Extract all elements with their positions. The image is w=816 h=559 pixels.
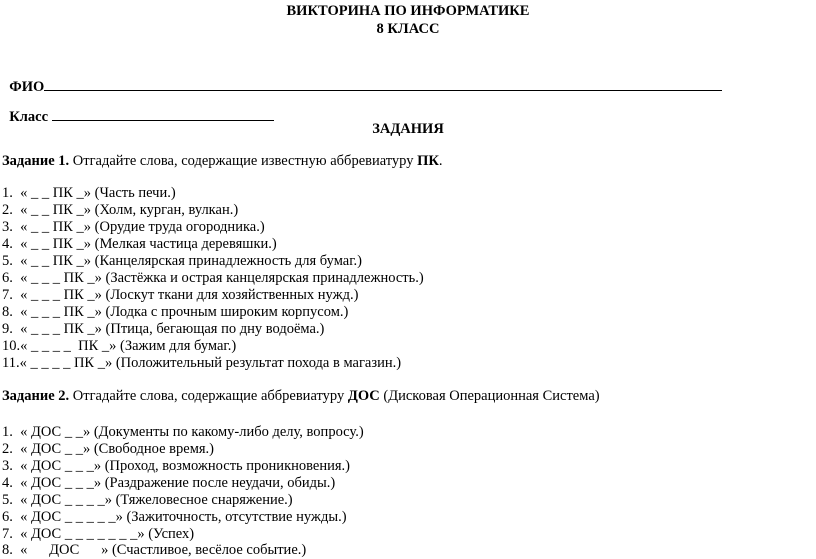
task1-item: 8. « _ _ _ ПК _» (Лодка с прочным широким корпусом.) <box>2 304 349 320</box>
task2-item: 3. « ДОС _ _ _» (Проход, возможность проникновения.) <box>2 458 350 474</box>
task1-item: 1. « _ _ ПК _» (Часть печи.) <box>2 185 176 201</box>
task2-item: 6. « ДОС _ _ _ _ _» (Зажиточность, отсутствие нужды.) <box>2 509 347 525</box>
task1-item: 4. « _ _ ПК _» (Мелкая частица деревяшки.) <box>2 236 277 252</box>
task2-item: 5. « ДОС _ _ _ _» (Тяжеловесное снаряжение.) <box>2 492 293 508</box>
class-input-line[interactable] <box>52 108 274 121</box>
task2-item: 1. « ДОС _ _» (Документы по какому-либо делу, вопросу.) <box>2 424 364 440</box>
task2-end: (Дисковая Операционная Система) <box>379 388 600 404</box>
grade-heading: 8 КЛАСС <box>376 21 440 37</box>
task2-item: 4. « ДОС _ _ _» (Раздражение после неудачи, обиды.) <box>2 475 336 491</box>
task2-abbr: ДОС <box>347 388 380 404</box>
task1-item: 3. « _ _ ПК _» (Орудие труда огородника.) <box>2 219 265 235</box>
class-label: Класс <box>9 109 49 125</box>
task2-text: Отгадайте слова, содержащие аббревиатуру <box>69 388 348 404</box>
task1-item: 6. « _ _ _ ПК _» (Застёжка и острая канцелярская принадлежность.) <box>2 270 424 286</box>
task2-heading <box>2 388 600 405</box>
task1-item: 5. « _ _ ПК _» (Канцелярская принадлежность для бумаг.) <box>2 253 362 269</box>
task2-item: 2. « ДОС _ _» (Свободное время.) <box>2 441 214 457</box>
task1-item: 2. « _ _ ПК _» (Холм, курган, вулкан.) <box>2 202 239 218</box>
task2-item: 8. « ДОС » (Счастливое, весёлое событие.) <box>2 542 307 558</box>
task1-text: Отгадайте слова, содержащие известную аббревиатуру <box>69 153 418 169</box>
task2-label: Задание 2. <box>2 388 70 404</box>
section-title: ЗАДАНИЯ <box>372 121 444 137</box>
task1-item: 11.« _ _ _ _ ПК _» (Положительный результат похода в магазин.) <box>2 355 402 371</box>
task1-item: 9. « _ _ _ ПК _» (Птица, бегающая по дну водоёма.) <box>2 321 325 337</box>
task1-end: . <box>438 153 443 169</box>
task1-heading <box>2 153 443 170</box>
task1-label: Задание 1. <box>2 153 70 169</box>
task1-abbr: ПК <box>417 153 439 169</box>
fio-input-line[interactable] <box>44 78 722 91</box>
task1-item: 10.« _ _ _ _ ПК _» (Зажим для бумаг.) <box>2 338 237 354</box>
task1-item: 7. « _ _ _ ПК _» (Лоскут ткани для хозяйственных нужд.) <box>2 287 359 303</box>
fio-label: ФИО <box>9 79 45 95</box>
task2-item: 7. « ДОС _ _ _ _ _ _ _» (Успех) <box>2 526 195 542</box>
document-title: ВИКТОРИНА ПО ИНФОРМАТИКЕ <box>286 3 530 19</box>
